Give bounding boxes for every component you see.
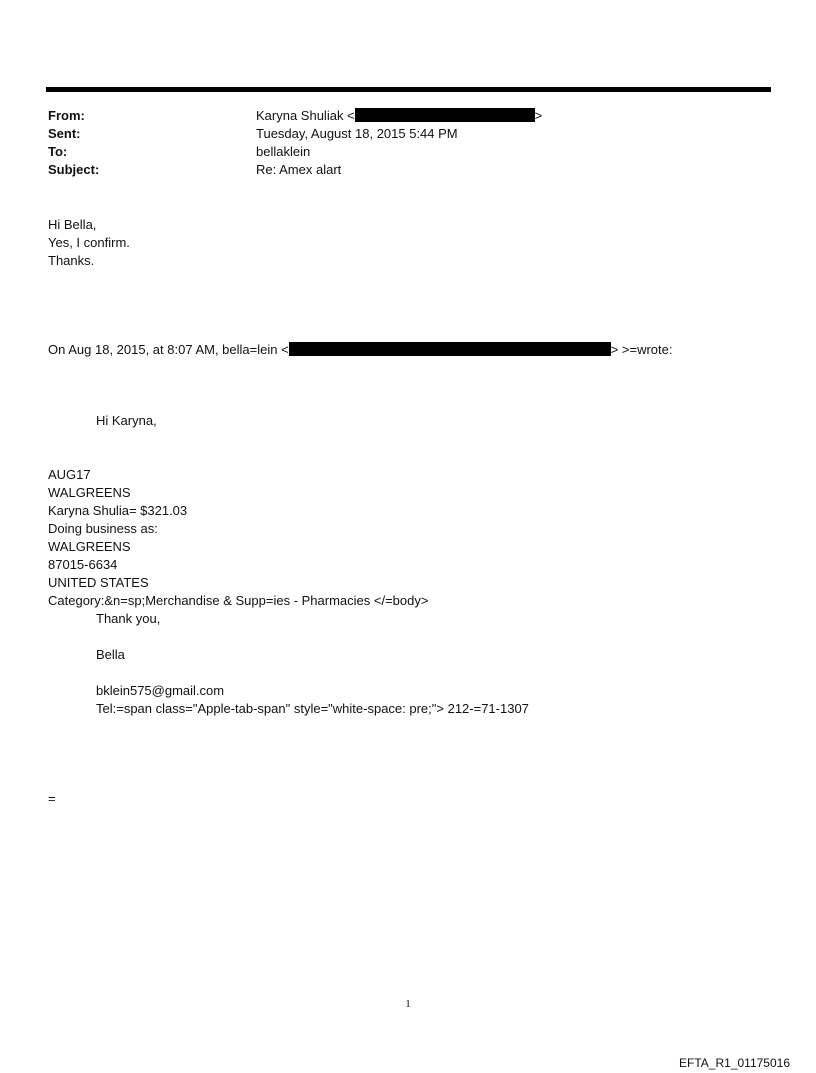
transaction-line: 87015-6634 <box>48 557 118 572</box>
from-name: Karyna Shuliak < <box>256 108 355 123</box>
blank-line <box>48 664 529 682</box>
transaction-line: Doing business as: <box>48 521 158 536</box>
reply-line: Thanks. <box>48 253 95 268</box>
sent-label: Sent: <box>48 126 81 141</box>
reply-body <box>48 216 130 270</box>
from-label: From: <box>48 108 85 123</box>
transaction-line: UNITED STATES <box>48 575 149 590</box>
quote-intro <box>48 341 672 359</box>
to-label: To: <box>48 144 68 159</box>
from-close: > <box>534 108 543 123</box>
sent-value: Tuesday, August 18, 2015 5:44 PM <box>256 126 458 141</box>
subject-value: Re: Amex alart <box>256 162 342 177</box>
quote-intro-prefix: On Aug 18, 2015, at 8:07 AM, bella=lein < <box>48 342 289 357</box>
transaction-line: WALGREENS <box>48 539 131 554</box>
redaction-box <box>355 108 535 122</box>
page-number: 1 <box>405 998 411 1010</box>
transaction-line: Category:&n=sp;Merchandise & Supp=ies - Pharmacies </=body> <box>48 593 429 608</box>
quoted-greeting: Hi Karyna, <box>96 413 157 428</box>
from-row <box>48 107 748 125</box>
redaction-box <box>289 342 611 356</box>
header-rule <box>46 87 771 92</box>
to-row <box>48 143 748 161</box>
thanks-line: Thank you, <box>96 611 161 626</box>
transaction-line: AUG17 <box>48 467 91 482</box>
email-header <box>48 107 748 179</box>
email-line: bklein575@gmail.com <box>96 683 225 698</box>
sent-row <box>48 125 748 143</box>
from-value <box>256 107 748 125</box>
subject-row <box>48 161 748 179</box>
quoted-transaction <box>48 466 529 718</box>
blank-line <box>48 628 529 646</box>
trailing-marker: = <box>48 791 56 806</box>
reply-line: Yes, I confirm. <box>48 235 130 250</box>
tel-line: Tel:=span class="Apple-tab-span" style="white-space: pre;"> 212-=71-1307 <box>96 701 529 716</box>
reply-line: Hi Bella, <box>48 217 97 232</box>
transaction-line: WALGREENS <box>48 485 131 500</box>
subject-label: Subject: <box>48 162 100 177</box>
bates-number: EFTA_R1_01175016 <box>679 1056 790 1070</box>
transaction-line: Karyna Shulia= $321.03 <box>48 503 188 518</box>
to-value: bellaklein <box>256 144 311 159</box>
quote-intro-suffix: > >=wrote: <box>610 342 673 357</box>
signature-line: Bella <box>96 647 125 662</box>
